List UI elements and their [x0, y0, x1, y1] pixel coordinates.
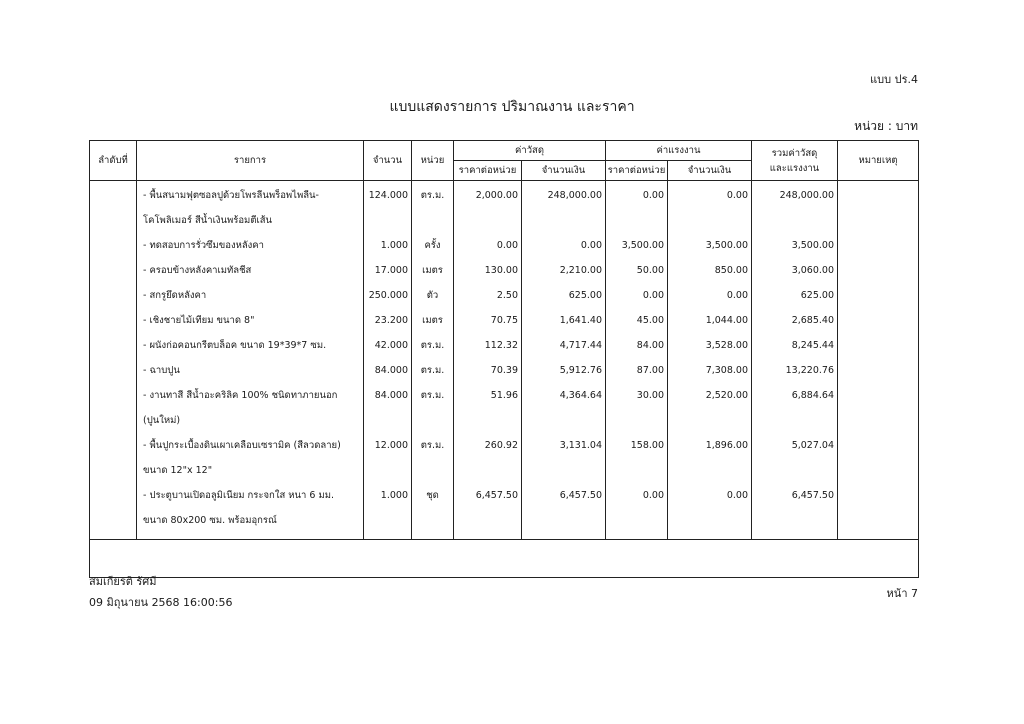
- cell-total: 8,245.44: [752, 339, 838, 364]
- cell-seq: [90, 214, 137, 239]
- table-row: [90, 489, 919, 514]
- cell-total: 6,884.64: [752, 389, 838, 414]
- cell-item: - ประตูบานเปิดอลูมิเนียม กระจกใส หนา 6 มม.: [137, 489, 364, 514]
- table-row: [90, 239, 919, 264]
- cell-qty: 84.000: [364, 389, 412, 414]
- cell-material-unit-price: 70.39: [454, 364, 522, 389]
- cell-total: 3,060.00: [752, 264, 838, 289]
- cell-material-amount: [522, 214, 606, 239]
- cell-labor-unit-price: 84.00: [606, 339, 668, 364]
- cell-material-unit-price: 2,000.00: [454, 181, 522, 215]
- form-code: แบบ ปร.4: [870, 73, 918, 86]
- cell-unit: ครั้ง: [412, 239, 454, 264]
- cell-labor-unit-price: 45.00: [606, 314, 668, 339]
- header-remark: หมายเหตุ: [838, 141, 919, 181]
- cell-remark: [838, 214, 919, 239]
- cell-total: 3,500.00: [752, 239, 838, 264]
- table-row: [90, 289, 919, 314]
- cell-material-amount: [522, 414, 606, 439]
- cell-total: 625.00: [752, 289, 838, 314]
- cell-material-amount: 5,912.76: [522, 364, 606, 389]
- table-row: [90, 181, 919, 215]
- cell-remark: [838, 314, 919, 339]
- cell-seq: [90, 364, 137, 389]
- cell-qty: [364, 514, 412, 540]
- cell-material-amount: 1,641.40: [522, 314, 606, 339]
- cell-material-unit-price: 112.32: [454, 339, 522, 364]
- cell-unit: ตร.ม.: [412, 339, 454, 364]
- cell-qty: 1.000: [364, 489, 412, 514]
- cell-qty: 250.000: [364, 289, 412, 314]
- cell-total: 248,000.00: [752, 181, 838, 215]
- cell-item: โคโพลิเมอร์ สีน้ำเงินพร้อมตีเส้น: [137, 214, 364, 239]
- cell-labor-unit-price: [606, 514, 668, 540]
- cell-item: ขนาด 12"x 12": [137, 464, 364, 489]
- cell-remark: [838, 389, 919, 414]
- cell-qty: [364, 414, 412, 439]
- currency-unit-label: หน่วย : บาท: [854, 119, 918, 133]
- header-labor-cost: ค่าแรงงาน: [606, 141, 752, 161]
- header-item: รายการ: [137, 141, 364, 181]
- table-row: [90, 339, 919, 364]
- cell-total: [752, 414, 838, 439]
- cell-unit: เมตร: [412, 314, 454, 339]
- cell-remark: [838, 289, 919, 314]
- cell-labor-unit-price: 0.00: [606, 289, 668, 314]
- cell-labor-unit-price: 30.00: [606, 389, 668, 414]
- header-total-line1: รวมค่าวัสดุ: [771, 147, 818, 159]
- cell-seq: [90, 414, 137, 439]
- cell-remark: [838, 339, 919, 364]
- cell-seq: [90, 289, 137, 314]
- summary-row: [90, 540, 919, 578]
- cell-seq: [90, 389, 137, 414]
- cell-labor-unit-price: [606, 214, 668, 239]
- cell-qty: 17.000: [364, 264, 412, 289]
- cell-item: ขนาด 80x200 ซม. พร้อมอุกรณ์: [137, 514, 364, 540]
- cell-remark: [838, 181, 919, 215]
- cell-labor-amount: 0.00: [668, 289, 752, 314]
- cell-qty: 84.000: [364, 364, 412, 389]
- cell-total: [752, 214, 838, 239]
- cell-item: - ผนังก่อคอนกรีตบล็อค ขนาด 19*39*7 ซม.: [137, 339, 364, 364]
- cell-material-amount: 3,131.04: [522, 439, 606, 464]
- cell-remark: [838, 514, 919, 540]
- cell-labor-amount: 0.00: [668, 181, 752, 215]
- cell-remark: [838, 439, 919, 464]
- cell-qty: [364, 464, 412, 489]
- cell-labor-unit-price: 158.00: [606, 439, 668, 464]
- header-total: [752, 141, 838, 181]
- header-seq: ลำดับที่: [90, 141, 137, 181]
- cell-labor-amount: 2,520.00: [668, 389, 752, 414]
- cell-labor-unit-price: 87.00: [606, 364, 668, 389]
- cell-seq: [90, 489, 137, 514]
- cell-labor-amount: [668, 514, 752, 540]
- cell-remark: [838, 464, 919, 489]
- cell-labor-amount: 7,308.00: [668, 364, 752, 389]
- document-title: แบบแสดงรายการ ปริมาณงาน และราคา: [389, 99, 635, 115]
- cell-labor-unit-price: [606, 464, 668, 489]
- cell-labor-amount: 3,500.00: [668, 239, 752, 264]
- cell-item: - เชิงชายไม้เทียม ขนาด 8": [137, 314, 364, 339]
- cell-labor-amount: [668, 414, 752, 439]
- cell-seq: [90, 464, 137, 489]
- cell-material-unit-price: 0.00: [454, 239, 522, 264]
- cell-remark: [838, 489, 919, 514]
- cell-qty: [364, 214, 412, 239]
- cell-item: - ทดสอบการรั่วซึมของหลังคา: [137, 239, 364, 264]
- cell-material-amount: 4,717.44: [522, 339, 606, 364]
- cell-remark: [838, 414, 919, 439]
- cell-qty: 42.000: [364, 339, 412, 364]
- table-row: [90, 414, 919, 439]
- cell-seq: [90, 514, 137, 540]
- cell-unit: ตร.ม.: [412, 389, 454, 414]
- cell-item: - สกรูยึดหลังคา: [137, 289, 364, 314]
- table-row: [90, 314, 919, 339]
- cell-labor-unit-price: 3,500.00: [606, 239, 668, 264]
- page-number: หน้า 7: [886, 587, 918, 600]
- cell-item: - งานทาสี สีน้ำอะคริลิค 100% ชนิดทาภายนอก: [137, 389, 364, 414]
- cell-labor-amount: 1,044.00: [668, 314, 752, 339]
- header-material-cost: ค่าวัสดุ: [454, 141, 606, 161]
- header-total-line2: และแรงงาน: [769, 162, 820, 174]
- cell-labor-amount: 850.00: [668, 264, 752, 289]
- cell-material-amount: [522, 514, 606, 540]
- cell-labor-unit-price: 0.00: [606, 181, 668, 215]
- cell-seq: [90, 181, 137, 215]
- cell-labor-amount: [668, 464, 752, 489]
- table-row: [90, 439, 919, 464]
- cell-unit: ตัว: [412, 289, 454, 314]
- cell-unit: [412, 214, 454, 239]
- cell-qty: 124.000: [364, 181, 412, 215]
- header-labor-unit-price: ราคาต่อหน่วย: [606, 161, 668, 181]
- cell-material-amount: 248,000.00: [522, 181, 606, 215]
- cell-seq: [90, 264, 137, 289]
- header-qty: จำนวน: [364, 141, 412, 181]
- cell-material-amount: 0.00: [522, 239, 606, 264]
- cell-material-unit-price: [454, 414, 522, 439]
- cell-total: [752, 514, 838, 540]
- cell-unit: [412, 414, 454, 439]
- header-material-amount: จำนวนเงิน: [522, 161, 606, 181]
- header-unit: หน่วย: [412, 141, 454, 181]
- cell-material-unit-price: [454, 214, 522, 239]
- cell-labor-amount: 1,896.00: [668, 439, 752, 464]
- cell-material-unit-price: [454, 514, 522, 540]
- cell-qty: 1.000: [364, 239, 412, 264]
- cell-unit: เมตร: [412, 264, 454, 289]
- cell-material-amount: [522, 464, 606, 489]
- cell-material-amount: 625.00: [522, 289, 606, 314]
- cell-total: 5,027.04: [752, 439, 838, 464]
- cell-item: - พื้นสนามฟุตซอลปูด้วยโพรลีนพร็อพไพลีน-: [137, 181, 364, 215]
- header-labor-amount: จำนวนเงิน: [668, 161, 752, 181]
- cell-total: 2,685.40: [752, 314, 838, 339]
- cell-labor-amount: 3,528.00: [668, 339, 752, 364]
- cell-material-unit-price: 130.00: [454, 264, 522, 289]
- cell-remark: [838, 364, 919, 389]
- cell-unit: ตร.ม.: [412, 364, 454, 389]
- cell-total: [752, 464, 838, 489]
- cell-unit: ตร.ม.: [412, 439, 454, 464]
- cell-unit: ตร.ม.: [412, 181, 454, 215]
- cell-seq: [90, 314, 137, 339]
- bill-of-quantities-table: [89, 140, 919, 578]
- cell-material-unit-price: 70.75: [454, 314, 522, 339]
- cell-remark: [838, 239, 919, 264]
- table-row: [90, 264, 919, 289]
- cell-labor-unit-price: 0.00: [606, 489, 668, 514]
- table-row: [90, 214, 919, 239]
- cell-material-unit-price: 6,457.50: [454, 489, 522, 514]
- cell-total: 13,220.76: [752, 364, 838, 389]
- table-row: [90, 364, 919, 389]
- cell-labor-amount: 0.00: [668, 489, 752, 514]
- cell-material-unit-price: 2.50: [454, 289, 522, 314]
- cell-labor-unit-price: 50.00: [606, 264, 668, 289]
- summary-cell: [90, 540, 919, 578]
- print-date: 09 มิถุนายน 2568 16:00:56: [89, 596, 233, 609]
- cell-material-amount: 6,457.50: [522, 489, 606, 514]
- cell-material-unit-price: 51.96: [454, 389, 522, 414]
- cell-unit: ชุด: [412, 489, 454, 514]
- header-material-unit-price: ราคาต่อหน่วย: [454, 161, 522, 181]
- cell-item: - ฉาบปูน: [137, 364, 364, 389]
- cell-seq: [90, 439, 137, 464]
- cell-material-amount: 4,364.64: [522, 389, 606, 414]
- cell-material-amount: 2,210.00: [522, 264, 606, 289]
- cell-unit: [412, 464, 454, 489]
- cell-labor-amount: [668, 214, 752, 239]
- table-row: [90, 464, 919, 489]
- cell-material-unit-price: [454, 464, 522, 489]
- cell-total: 6,457.50: [752, 489, 838, 514]
- cell-unit: [412, 514, 454, 540]
- table-row: [90, 389, 919, 414]
- cell-item: - ครอบข้างหลังคาเมทัลชีส: [137, 264, 364, 289]
- cell-item: (ปูนใหม่): [137, 414, 364, 439]
- cell-item: - พื้นปูกระเบื้องดินเผาเคลือบเซรามิค (สีลวดลาย): [137, 439, 364, 464]
- cell-material-unit-price: 260.92: [454, 439, 522, 464]
- table-row: [90, 514, 919, 540]
- cell-qty: 23.200: [364, 314, 412, 339]
- cell-qty: 12.000: [364, 439, 412, 464]
- cell-remark: [838, 264, 919, 289]
- cell-seq: [90, 339, 137, 364]
- cell-labor-unit-price: [606, 414, 668, 439]
- signer-name: สมเกียรติ รัศมี: [89, 575, 157, 588]
- cell-seq: [90, 239, 137, 264]
